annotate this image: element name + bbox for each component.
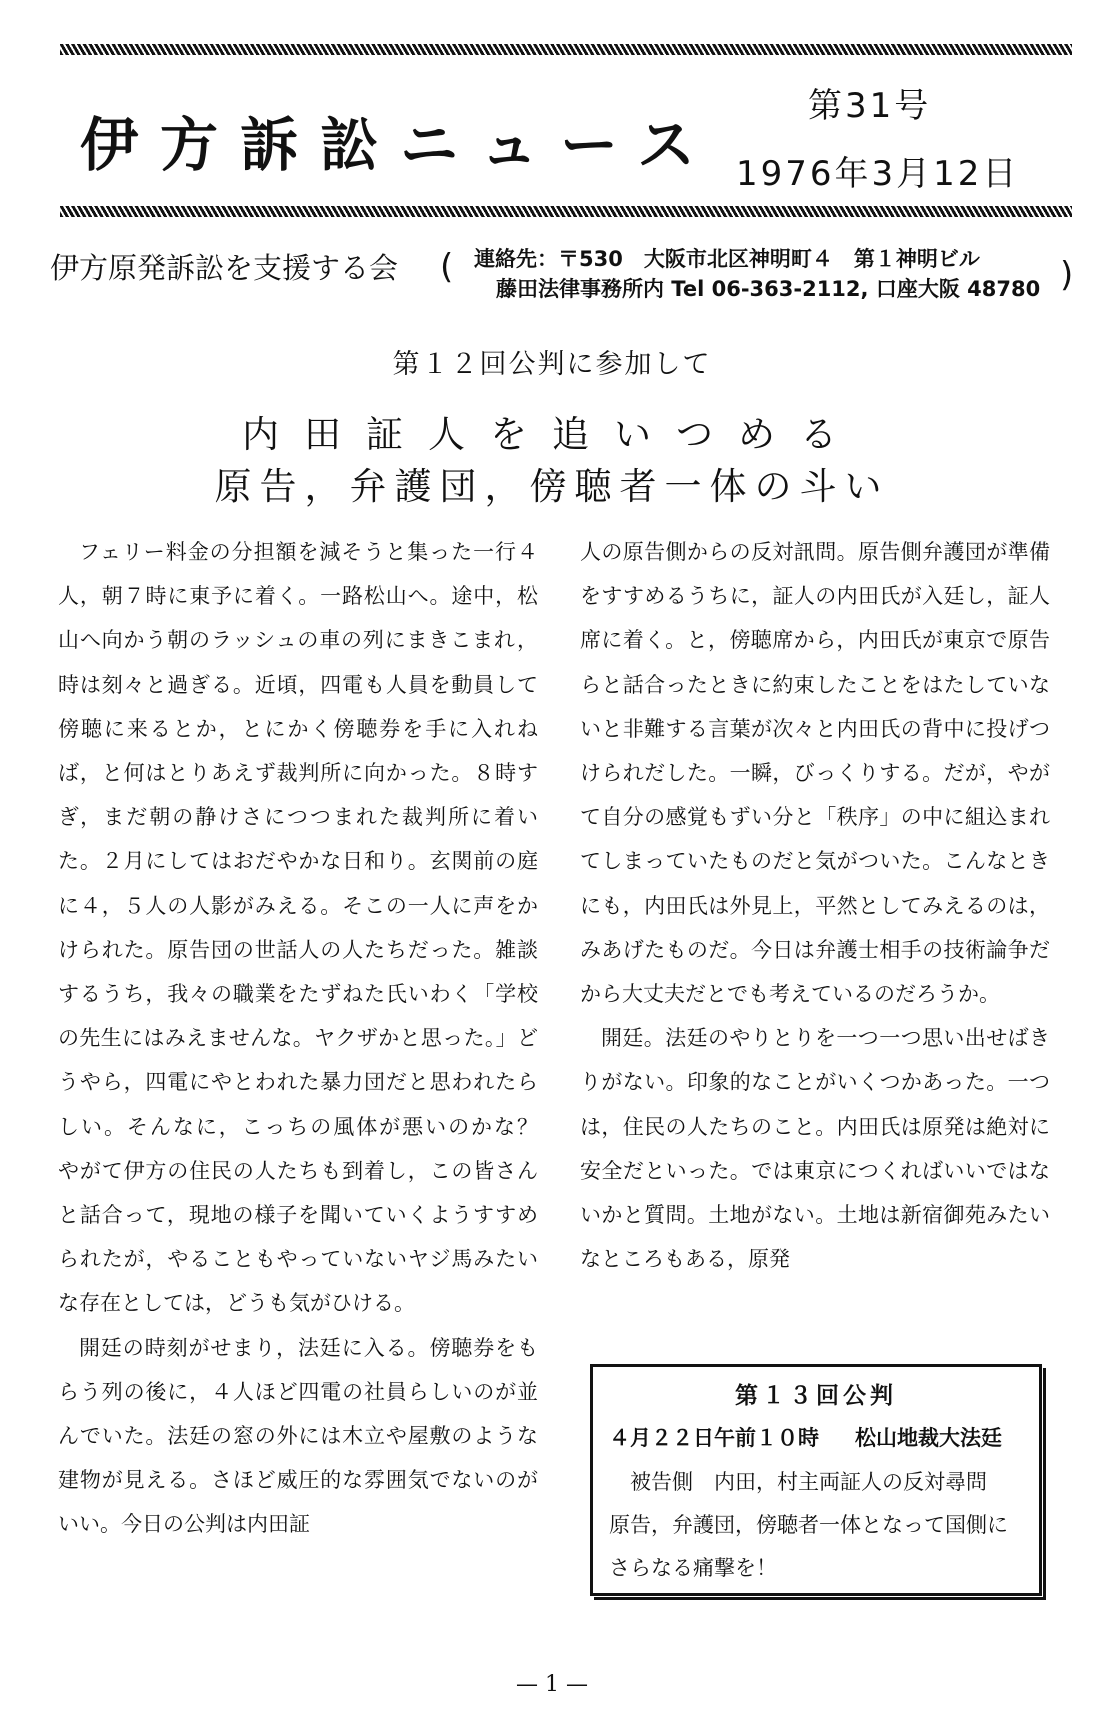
article-column-left xyxy=(58,530,559,1547)
article-paragraph: フェリー料金の分担額を減そうと集った一行４人，朝７時に東予に着く。一路松山へ。途中，松山へ向かう朝のラッシュの車の列にまきこまれ，時は刻々と過ぎる。近頃，四電も人員を動員して傍聴に来るとか，とにかく傍聴券を手に入れねば，と何はとりあえず裁判所に向かった。８時すぎ，まだ朝の静けさにつつまれた裁判所に着いた。２月にしてはおだやかな日和り。玄関前の庭に４，５人の人影がみえる。そこの一人に声をかけられた。原告団の世話人の人たちだった。雑談するうち，我々の職業をたずねた氏いわく「学校の先生にはみえませんな。ヤクザかと思った。」どうやら，四電にやとわれた暴力団だと思われたらしい。そんなに，こっちの風体が悪いのかな？ やがて伊方の住民の人たちも到着し，この皆さんと話合って，現地の様子を聞いていくようすすめられたが，やることもやっていないヤジ馬みたいな存在としては，どうも気がひける。 xyxy=(58,540,559,1316)
contact-block xyxy=(474,244,1040,304)
contact-open-paren: ( xyxy=(440,247,454,287)
report-title: 第１２回公判に参加して xyxy=(392,349,712,380)
next-hearing-notice xyxy=(590,1364,1042,1596)
notice-date-venue xyxy=(609,1415,1023,1461)
article-paragraph: 開廷の時刻がせまり，法廷に入る。傍聴券をもらう列の後に，４人ほど四電の社員らしいのが並んでいた。法廷の窓の外には木立や屋敷のような建物が見える。さほど威圧的な雰囲気でないのがいい。今日の公判は内田証 xyxy=(58,1335,538,1537)
headline-line-2: 原告，弁護団，傍聴者一体の斗い xyxy=(214,465,890,508)
contact-close-paren: ) xyxy=(1060,255,1074,295)
masthead-rule-bottom xyxy=(60,206,1072,217)
article-paragraph: 人の原告側からの反対訊問。原告側弁護団が準備をすすめるうちに，証人の内田氏が入廷し，証人席に着く。と，傍聴席から，内田氏が東京で原告らと話合ったときに約束したことをはたしていないと非難する言葉が次々と内田氏の背中に投げつけられだした。一瞬，びっくりする。だが，やがて自分の感覚もずい分と「秩序」の中に組込まれてしまっていたものだと気がついた。こんなときにも，内田氏は外見上，平然としてみえるのは，みあげたものだ。今日は弁護士相手の技術論争だから大丈夫だとでも考えているのだろうか。 xyxy=(580,540,1050,1007)
issue-number: 第31号 xyxy=(808,86,932,126)
issue-date: 1976年3月12日 xyxy=(736,154,1020,194)
contact-line-1: 連絡先：〒530 大阪市北区神明町４ 第１神明ビル xyxy=(474,247,980,271)
notice-body: 被告側 内田，村主両証人の反対尋問 原告，弁護団，傍聴者一体となって国側にさらなる痛撃を！ xyxy=(609,1470,1008,1580)
newsletter-title: 伊方訴訟ニュース xyxy=(80,111,718,179)
notice-date-time: ４月２２日午前１０時 xyxy=(609,1426,819,1450)
headline-line-1: 内田証人を追いつめる xyxy=(242,413,862,456)
contact-line-2: 藤田法律事務所内 Tel 06-363-2112, 口座大阪 48780 xyxy=(496,277,1041,301)
notice-title: 第１３回公判 xyxy=(735,1383,897,1409)
notice-venue: 松山地裁大法廷 xyxy=(855,1426,1002,1450)
page-number: — 1 — xyxy=(516,1672,588,1697)
organization-name: 伊方原発訴訟を支援する会 xyxy=(50,251,399,285)
article-column-right xyxy=(580,530,1050,1281)
masthead-rule-top xyxy=(60,44,1072,55)
article-paragraph: 開廷。法廷のやりとりを一つ一つ思い出せばきりがない。印象的なことがいくつかあった。一つは，住民の人たちのこと。内田氏は原発は絶対に安全だといった。では東京につくればいいではないかと質問。土地がない。土地は新宿御苑みたいなところもある，原発 xyxy=(580,1026,1050,1272)
